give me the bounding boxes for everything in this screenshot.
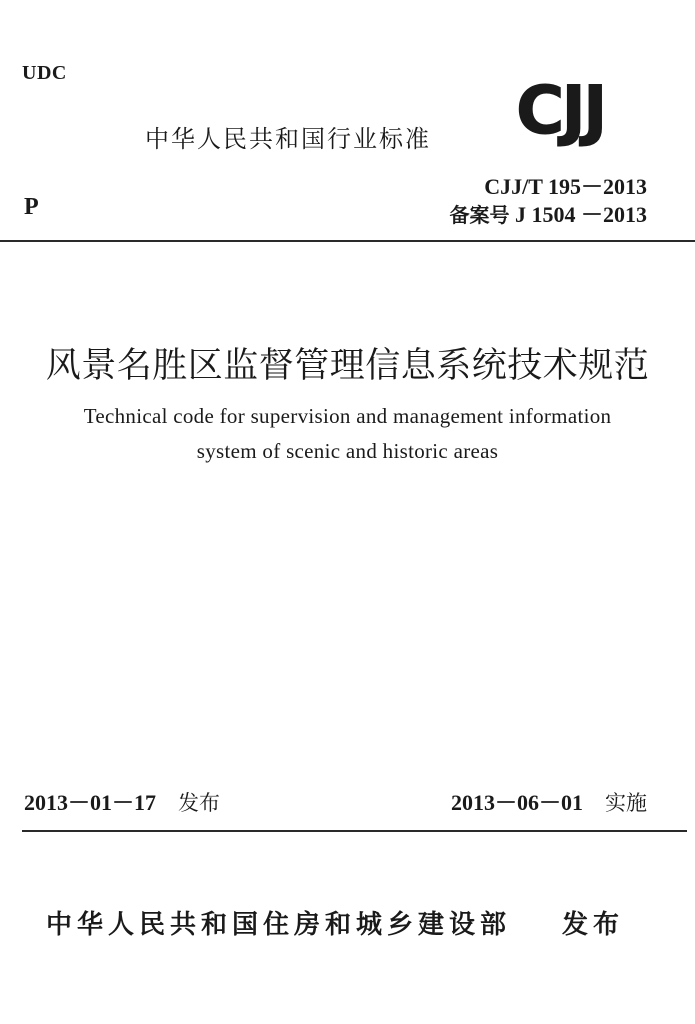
title-english-line1: Technical code for supervision and management information — [83, 404, 612, 428]
issue-date: 2013－01－17 — [24, 790, 157, 815]
bottom-divider — [22, 830, 687, 832]
effective-label: 实施 — [605, 791, 647, 815]
standard-number: CJJ/T 195－2013 — [484, 174, 647, 199]
industry-standard-label: 中华人民共和国行业标准 — [145, 125, 431, 153]
issue-date-line — [24, 786, 220, 817]
cjj-logo: CJJ — [516, 72, 605, 149]
record-number-line — [449, 198, 647, 229]
issue-label: 发布 — [178, 791, 221, 815]
effective-date-line — [451, 786, 647, 817]
issuer-name: 中华人民共和国住房和城乡建设部 — [46, 910, 512, 940]
record-label: 备案号 — [449, 203, 510, 227]
issuer-action: 发布 — [562, 910, 625, 940]
top-divider — [0, 240, 695, 242]
effective-date: 2013－06－01 — [450, 790, 583, 815]
title-chinese: 风景名胜区监督管理信息系统技术规范 — [45, 346, 650, 386]
record-number: J 1504 －2013 — [514, 202, 647, 227]
title-english-line2: system of scenic and historic areas — [196, 439, 499, 463]
classification-code: P — [24, 194, 39, 220]
udc-label: UDC — [22, 62, 67, 84]
